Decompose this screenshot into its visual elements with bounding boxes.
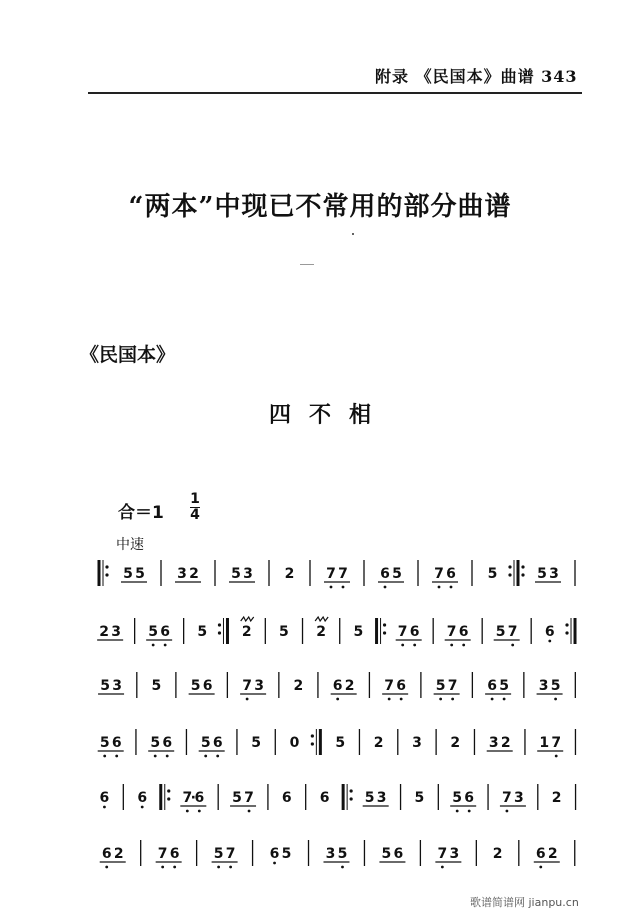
repeat-dot — [167, 797, 170, 800]
low-octave-dot — [413, 644, 416, 647]
low-octave-dot — [216, 755, 219, 758]
note-digit: 5 — [190, 678, 201, 694]
low-octave-dot — [336, 698, 339, 701]
repeat-dot — [311, 742, 314, 745]
note-digit: 6 — [332, 678, 343, 694]
note-digit: 7 — [397, 624, 408, 640]
note-digit: 2 — [344, 678, 355, 694]
note-digit: 2 — [500, 735, 511, 751]
note-digit: 5 — [550, 678, 561, 694]
low-octave-dot — [217, 866, 220, 869]
note-digit: 5 — [123, 566, 133, 582]
note-digit: 6 — [487, 678, 497, 694]
low-octave-dot — [548, 640, 551, 643]
note-digit: 5 — [414, 790, 425, 806]
note-digit: 6 — [212, 735, 223, 751]
low-octave-dot — [401, 644, 404, 647]
note-digit: 6 — [464, 790, 475, 806]
low-octave-dot — [229, 866, 232, 869]
low-octave-dot — [506, 810, 509, 813]
note-digit: 2 — [293, 678, 304, 694]
low-octave-dot — [186, 810, 189, 813]
note-digit: 3 — [243, 566, 253, 582]
note-digit: 5 — [281, 846, 292, 862]
low-octave-dot — [115, 755, 118, 758]
note-digit: 5 — [213, 846, 224, 862]
note-digit: 5 — [200, 735, 211, 751]
note-digit: 3 — [112, 678, 122, 694]
repeat-dot — [565, 631, 568, 634]
low-octave-dot — [273, 862, 276, 865]
note-digit: 7 — [182, 790, 193, 806]
note-digit: 5 — [151, 678, 162, 694]
note-digit: 5 — [231, 566, 241, 582]
low-octave-dot — [503, 698, 506, 701]
low-octave-dot — [166, 755, 169, 758]
print-speck — [352, 233, 354, 235]
note-digit: 5 — [435, 678, 446, 694]
note-digit: 5 — [537, 566, 547, 582]
note-digit: 5 — [381, 846, 392, 862]
note-digit: 6 — [194, 790, 205, 806]
mordent-ornament — [241, 617, 254, 621]
note-digit: 5 — [337, 846, 348, 862]
low-octave-dot — [330, 586, 333, 589]
mordent-ornament — [315, 617, 328, 621]
low-octave-dot — [554, 698, 557, 701]
note-digit: 7 — [244, 790, 254, 806]
note-digit: 2 — [450, 735, 461, 751]
note-digit: 6 — [160, 624, 171, 640]
note-digit: 5 — [335, 735, 346, 751]
note-digit: 6 — [281, 790, 292, 806]
low-octave-dot — [173, 866, 176, 869]
note-digit: 2 — [189, 566, 199, 582]
repeat-dot — [521, 573, 524, 576]
low-octave-dot — [468, 810, 471, 813]
note-digit: 3 — [412, 735, 422, 751]
repeat-dot — [521, 565, 524, 568]
repeat-dot — [311, 734, 314, 737]
note-digit: 2 — [551, 790, 562, 806]
low-octave-dot — [462, 644, 465, 647]
note-digit: 6 — [380, 566, 390, 582]
repeat-dot — [383, 631, 386, 634]
low-octave-dot — [388, 698, 391, 701]
low-octave-dot — [105, 866, 108, 869]
low-octave-dot — [451, 698, 454, 701]
low-octave-dot — [342, 586, 345, 589]
note-digit: 7 — [447, 678, 458, 694]
note-digit: 5 — [364, 790, 375, 806]
note-digit: 6 — [396, 678, 407, 694]
note-digit: 6 — [111, 735, 122, 751]
low-octave-dot — [384, 586, 387, 589]
note-digit: 7 — [326, 566, 336, 582]
main-title: “两本”中现已不常用的部分曲谱 — [128, 192, 512, 222]
note-digit: 1 — [539, 735, 550, 751]
low-octave-dot — [456, 810, 459, 813]
note-digit: 7 — [242, 678, 252, 694]
repeat-dot — [565, 623, 568, 626]
note-digit: 3 — [488, 735, 499, 751]
note-digit: 5 — [135, 566, 145, 582]
low-octave-dot — [555, 755, 558, 758]
low-octave-dot — [198, 810, 201, 813]
augmentation-dot: · — [190, 790, 196, 806]
low-octave-dot — [439, 698, 442, 701]
repeat-dot — [350, 789, 353, 792]
note-digit: 3 — [376, 790, 387, 806]
repeat-dot — [167, 789, 170, 792]
note-digit: 3 — [549, 566, 559, 582]
low-octave-dot — [491, 698, 494, 701]
note-digit: 6 — [202, 678, 213, 694]
note-digit: 5 — [99, 735, 110, 751]
note-digit: 5 — [487, 566, 498, 582]
repeat-dot — [508, 573, 511, 576]
note-digit: 2 — [373, 735, 384, 751]
tempo-marking: 中速 — [116, 537, 144, 553]
note-digit: 5 — [495, 624, 506, 640]
note-digit: 0 — [289, 735, 300, 751]
note-digit: 3 — [538, 678, 549, 694]
running-header: 附录 《民国本》曲谱 343 — [375, 67, 578, 86]
piece-title: 四不相 — [268, 403, 389, 428]
low-octave-dot — [152, 644, 155, 647]
note-digit: 5 — [452, 790, 463, 806]
note-digit: 7 — [338, 566, 348, 582]
note-digit: 7 — [225, 846, 236, 862]
time-signature — [190, 492, 200, 523]
score-notation — [0, 540, 640, 870]
note-digit: 3 — [449, 846, 460, 862]
note-digit: 6 — [101, 846, 112, 862]
note-digit: 7 — [434, 566, 444, 582]
note-digit: 5 — [251, 735, 261, 751]
low-octave-dot — [141, 806, 144, 809]
note-digit: 7 — [446, 624, 457, 640]
note-digit: 6 — [393, 846, 404, 862]
note-digit: 5 — [353, 624, 364, 640]
low-octave-dot — [450, 644, 453, 647]
note-digit: 2 — [284, 566, 295, 582]
low-octave-dot — [400, 698, 403, 701]
note-digit: 3 — [514, 790, 524, 806]
note-digit: 7 — [502, 790, 512, 806]
note-digit: 6 — [169, 846, 180, 862]
low-octave-dot — [248, 810, 251, 813]
repeat-dot — [508, 565, 511, 568]
note-digit: 6 — [99, 790, 110, 806]
note-digit: 5 — [392, 566, 402, 582]
note-digit: 2 — [492, 846, 503, 862]
note-digit: 7 — [384, 678, 395, 694]
time-signature-denominator: 4 — [190, 507, 200, 523]
note-digit: 3 — [177, 566, 187, 582]
low-octave-dot — [164, 644, 167, 647]
note-digit: 5 — [232, 790, 242, 806]
repeat-dot — [105, 565, 108, 568]
note-digit: 3 — [325, 846, 336, 862]
low-octave-dot — [103, 755, 106, 758]
watermark: 歌谱简谱网 jianpu.cn — [470, 896, 579, 909]
note-digit: 6 — [409, 624, 420, 640]
note-digit: 3 — [111, 624, 122, 640]
note-digit: 5 — [197, 624, 208, 640]
note-digit: 7 — [507, 624, 518, 640]
note-digit: 3 — [254, 678, 264, 694]
note-digit: 6 — [137, 790, 148, 806]
low-octave-dot — [341, 866, 344, 869]
header-rule — [88, 92, 582, 94]
low-octave-dot — [161, 866, 164, 869]
note-digit: 2 — [113, 846, 124, 862]
repeat-dot — [105, 573, 108, 576]
low-octave-dot — [450, 586, 453, 589]
note-digit: 6 — [162, 735, 173, 751]
low-octave-dot — [438, 586, 441, 589]
note-digit: 7 — [157, 846, 168, 862]
note-digit: 5 — [279, 624, 289, 640]
note-digit: 2 — [316, 624, 326, 640]
note-digit: 5 — [499, 678, 509, 694]
repeat-dot — [350, 797, 353, 800]
note-digit: 6 — [269, 846, 280, 862]
low-octave-dot — [511, 644, 514, 647]
low-octave-dot — [246, 698, 249, 701]
low-octave-dot — [441, 866, 444, 869]
note-digit: 6 — [446, 566, 456, 582]
key-signature: 合＝1 — [118, 503, 164, 523]
repeat-dot — [218, 623, 221, 626]
repeat-dot — [383, 623, 386, 626]
note-digit: 6 — [458, 624, 469, 640]
print-speck — [300, 264, 314, 265]
low-octave-dot — [154, 755, 157, 758]
note-digit: 5 — [148, 624, 159, 640]
note-digit: 2 — [547, 846, 558, 862]
note-digit: 5 — [100, 678, 110, 694]
note-digit: 2 — [99, 624, 110, 640]
note-digit: 7 — [551, 735, 562, 751]
note-digit: 6 — [535, 846, 546, 862]
time-signature-numerator: 1 — [190, 491, 200, 507]
note-digit: 7 — [437, 846, 448, 862]
note-digit: 2 — [241, 624, 252, 640]
low-octave-dot — [204, 755, 207, 758]
edition-heading: 《民国本》 — [80, 344, 176, 366]
repeat-dot — [218, 631, 221, 634]
note-digit: 5 — [150, 735, 161, 751]
note-digit: 6 — [319, 790, 330, 806]
note-digit: 6 — [544, 624, 555, 640]
low-octave-dot — [539, 866, 542, 869]
low-octave-dot — [103, 806, 106, 809]
